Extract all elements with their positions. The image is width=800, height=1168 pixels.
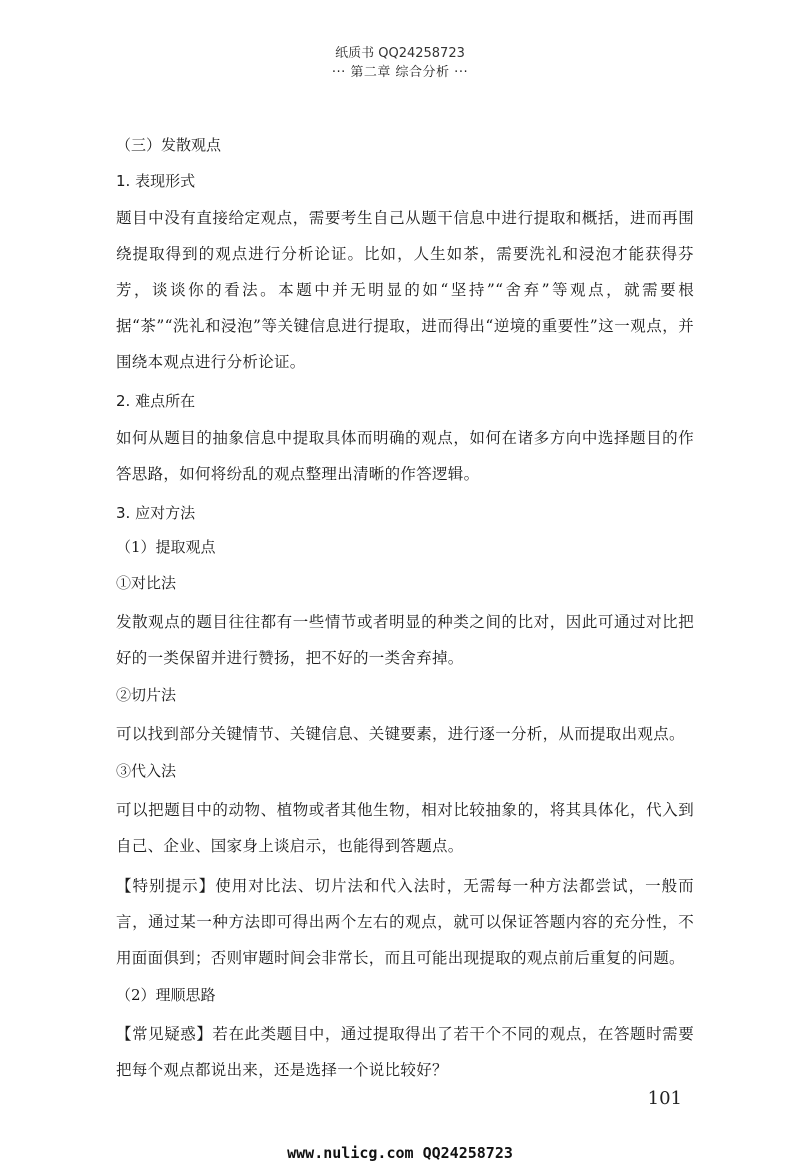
method-title-substitute: ③代入法 xyxy=(116,762,177,780)
subsection-title-1: 1. 表现形式 xyxy=(116,172,196,190)
paragraph-substitute-method: 可以把题目中的动物、植物或者其他生物，相对比较抽象的，将其具体化，代入到自己、企业、国家身上谈启示，也能得到答题点。 xyxy=(116,801,694,855)
subsection-title-2: 2. 难点所在 xyxy=(116,392,196,410)
item-organize-thinking: （2）理顺思路 xyxy=(116,986,216,1004)
paragraph-special-tip: 【特别提示】使用对比法、切片法和代入法时，无需每一种方法都尝试，一般而言，通过某一种方法即可得出两个左右的观点，就可以保证答题内容的充分性，不用面面俱到；否则审题时间会非常长，而且可能出现提取的观点前后重复的问题。 xyxy=(116,877,694,967)
paragraph-compare-method: 发散观点的题目往往都有一些情节或者明显的种类之间的比对，因此可通过对比把好的一类保留并进行赞扬，把不好的一类舍弃掉。 xyxy=(116,613,694,667)
item-extract-viewpoint: （1）提取观点 xyxy=(116,538,216,556)
paragraph-slice-method: 可以找到部分关键情节、关键信息、关键要素，进行逐一分析，从而提取出观点。 xyxy=(116,725,685,743)
footer-watermark: www.nulicg.com QQ24258723 xyxy=(287,1144,513,1162)
page-number: 101 xyxy=(647,1088,682,1109)
section-title: （三）发散观点 xyxy=(116,136,222,154)
method-title-slice: ②切片法 xyxy=(116,686,177,704)
paragraph-expression-form: 题目中没有直接给定观点，需要考生自己从题干信息中进行提取和概括，进而再围绕提取得到的观点进行分析论证。比如，人生如茶，需要洗礼和浸泡才能获得芬芳，谈谈你的看法。本题中并无明显的如“坚持”“舍弃”等观点，就需要根据“茶”“洗礼和浸泡”等关键信息进行提取，进而得出“逆境的重要性”这一观点，并围绕本观点进行分析论证。 xyxy=(116,209,694,371)
header-watermark: 纸质书 QQ24258723 xyxy=(335,46,465,61)
chapter-header: ··· 第二章 综合分析 ··· xyxy=(331,65,469,80)
paragraph-common-question: 【常见疑惑】若在此类题目中，通过提取得出了若干个不同的观点，在答题时需要把每个观点都说出来，还是选择一个说比较好？ xyxy=(116,1025,694,1079)
subsection-title-3: 3. 应对方法 xyxy=(116,504,196,522)
paragraph-difficulty: 如何从题目的抽象信息中提取具体而明确的观点，如何在诸多方向中选择题目的作答思路，如何将纷乱的观点整理出清晰的作答逻辑。 xyxy=(116,429,694,483)
page-content xyxy=(116,130,694,1088)
method-title-compare: ①对比法 xyxy=(116,574,177,592)
